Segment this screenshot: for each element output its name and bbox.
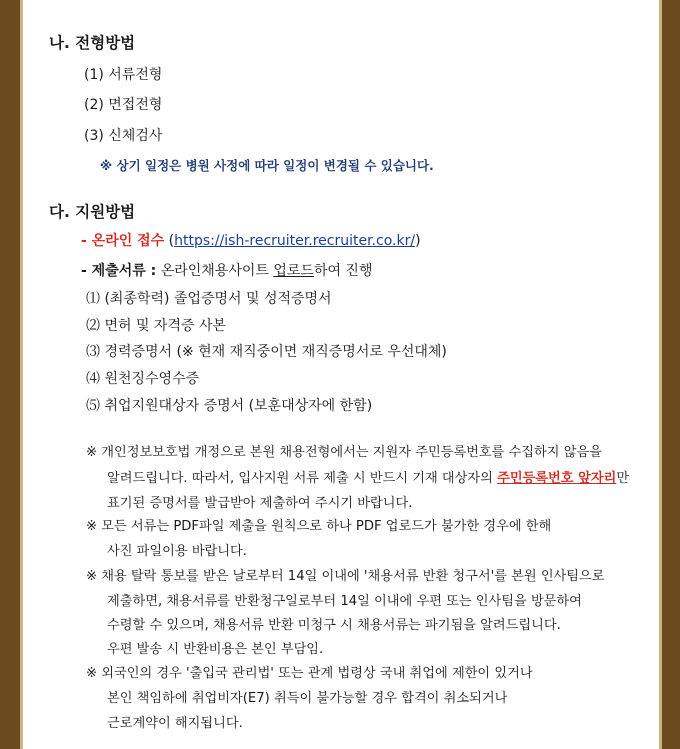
submission-docs-text-2: 하여 진행 [313, 263, 373, 279]
foreigner-notice-line-1: ※ 외국인의 경우 '출입국 관리법' 또는 관계 법령상 국내 취업에 제한이 있거나 [86, 666, 533, 681]
privacy-notice-line-2a: 알려드립니다. 따라서, 입사지원 서류 제출 시 반드시 기재 대상자의 [107, 471, 498, 486]
section-heading-selection-method: 나. 전형방법 [49, 34, 136, 52]
submission-docs-upload: 업로드 [273, 263, 314, 279]
id-number-front-highlight: 주민등록번호 앞자리 [497, 471, 617, 486]
privacy-notice-line-1: ※ 개인정보보호법 개정으로 본원 채용전형에서는 지원자 주민등록번호를 수집하지 않음을 [86, 445, 602, 460]
online-paren-open: ( [164, 233, 175, 249]
page-border-left [0, 0, 20, 749]
foreigner-notice-line-2: 본인 책임하에 취업비자(E7) 취득이 불가능할 경우 합격이 취소되거나 [107, 691, 508, 706]
page-border-inner-right [659, 0, 662, 749]
submission-docs-text-1: 온라인채용사이트 [156, 263, 274, 279]
section-heading-application-method: 다. 지원방법 [49, 203, 136, 221]
submission-docs-line [81, 262, 372, 280]
return-notice-line-1: ※ 채용 탈락 통보를 받은 날로부터 14일 이내에 '채용서류 반환 청구서'를 본원 인사팀으로 [86, 569, 605, 584]
foreigner-notice-line-3: 근로계약이 해지됩니다. [107, 716, 243, 731]
doc-item-3: ⑶ 경력증명서 (※ 현재 재직중이면 재직증명서로 우선대체) [86, 344, 447, 360]
return-notice-line-4: 우편 발송 시 반환비용은 본인 부담임. [107, 642, 324, 657]
online-paren-close: ) [415, 233, 421, 249]
online-application-line [81, 232, 421, 250]
pdf-notice-line-2: 사진 파일이용 바랍니다. [107, 544, 247, 559]
document-page [24, 0, 659, 749]
selection-step-1: (1) 서류전형 [84, 67, 163, 83]
doc-item-5: ⑸ 취업지원대상자 증명서 (보훈대상자에 한함) [86, 398, 373, 414]
recruiter-site-link[interactable]: https://ish-recruiter.recruiter.co.kr/ [174, 233, 416, 249]
return-notice-line-2: 제출하면, 채용서류를 반환청구일로부터 14일 이내에 우편 또는 인사팀을 방문하여 [107, 594, 582, 609]
privacy-notice-line-3: 표기된 증명서를 발급받아 제출하여 주시기 바랍니다. [107, 496, 413, 511]
submission-docs-label: - 제출서류 : [81, 263, 157, 279]
page-border-inner-left [20, 0, 23, 749]
doc-item-2: ⑵ 면허 및 자격증 사본 [86, 318, 226, 334]
return-notice-line-3: 수령할 수 있으며, 채용서류 반환 미청구 시 채용서류는 파기됨을 알려드립니다. [107, 618, 561, 633]
page-border-right [662, 0, 680, 749]
doc-item-1: ⑴ (최종학력) 졸업증명서 및 성적증명서 [86, 291, 332, 307]
selection-step-3: (3) 신체검사 [84, 128, 163, 144]
doc-item-4: ⑷ 원천징수영수증 [86, 371, 200, 387]
privacy-notice-line-2b: 만 [616, 471, 630, 486]
pdf-notice-line-1: ※ 모든 서류는 PDF파일 제출을 원칙으로 하나 PDF 업로드가 불가한 경우에 한해 [86, 519, 552, 534]
selection-step-2: (2) 면접전형 [84, 97, 163, 113]
schedule-change-note: ※ 상기 일정은 병원 사정에 따라 일정이 변경될 수 있습니다. [100, 158, 434, 173]
online-application-label: - 온라인 접수 [81, 233, 165, 249]
privacy-notice-line-2 [107, 470, 629, 488]
